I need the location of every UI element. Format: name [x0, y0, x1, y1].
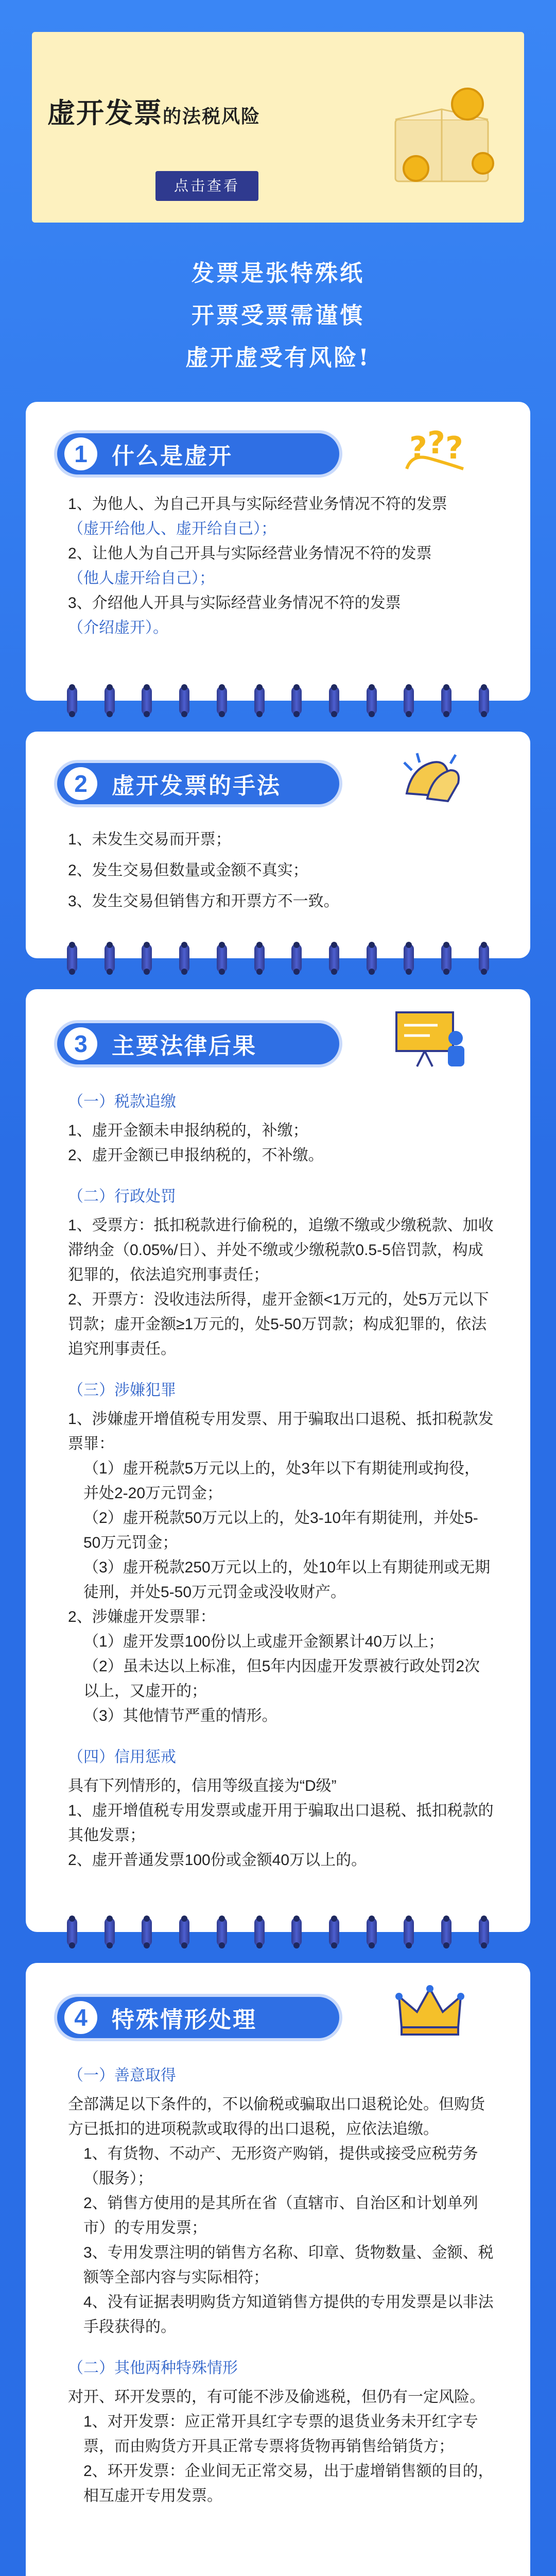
- slogan-line: 开票受票需谨慎: [192, 302, 364, 329]
- slogan-line: 虚开虚受有风险!: [185, 345, 371, 371]
- section-special-cases: [26, 1963, 530, 2576]
- section-methods: [26, 732, 530, 958]
- section-number: 4: [64, 2001, 97, 2034]
- section-title: 主要法律后果: [112, 1033, 257, 1059]
- section-what-is: [26, 402, 530, 701]
- section-header: [54, 760, 342, 807]
- subsection-heading: （三）涉嫌犯罪: [68, 1382, 176, 1399]
- view-button[interactable]: 点击查看: [155, 171, 258, 201]
- body-note: （虚开给他人、虚开给自己）；: [68, 520, 276, 537]
- section-legal-consequences: [26, 989, 530, 1932]
- body-line: 1、有货物、不动产、无形资产购销，提供或接受应税劳务（服务）；: [83, 2145, 478, 2187]
- body-line: 2、虚开金额已申报纳税的，不补缴。: [68, 1147, 324, 1164]
- body-line: （3）其他情节严重的情形。: [83, 1707, 277, 1724]
- binder-rings: [67, 1918, 489, 1948]
- body-line: （3）虚开税款250万元以上的，处10年以上有期徒刑或无期徒刑，并处5-50万元罚金或没收财产。: [83, 1559, 491, 1601]
- body-line: 2、开票方：没收违法所得，虚开金额<1万元的，处5万元以下罚款；虚开金额≥1万元的，处5-50万罚款；构成犯罪的，依法追究刑事责任。: [68, 1291, 489, 1358]
- section-header: [54, 1020, 342, 1067]
- section-body: [68, 492, 495, 640]
- section-body: [68, 2058, 495, 2509]
- body-line: 2、虚开普通发票100份或金额40万以上的。: [68, 1852, 367, 1869]
- body-line: （1）虚开税款5万元以上的，处3年以下有期徒刑或拘役，并处2-20万元罚金；: [83, 1460, 480, 1502]
- binder-rings: [67, 944, 489, 975]
- body-line: 1、受票方：抵扣税款进行偷税的，追缴不缴或少缴税款、加收滞纳金（0.05%/日）、并处不缴或少缴税款0.5-5倍罚款，构成犯罪的，依法追究刑事责任；: [68, 1217, 494, 1283]
- svg-text:?: ?: [445, 430, 463, 466]
- page-title: 虚开发票的法税风险: [47, 97, 261, 129]
- body-line: 1、未发生交易而开票；: [68, 831, 231, 848]
- section-header: [54, 1994, 342, 2041]
- body-line: 1、虚开金额未申报纳税的，补缴；: [68, 1122, 308, 1139]
- slogan-group: [0, 252, 556, 379]
- body-line: 2、销售方使用的是其所在省（直辖市、自治区和计划单列市）的专用发票；: [83, 2195, 478, 2236]
- section-title: 虚开发票的手法: [112, 773, 281, 799]
- body-line: 1、为他人、为自己开具与实际经营业务情况不符的发票: [68, 496, 447, 513]
- subsection-heading: （一）善意取得: [68, 2067, 176, 2084]
- question-marks-icon: [402, 422, 468, 479]
- body-line: （2）虚开税款50万元以上的，处3-10年有期徒刑，并处5-50万元罚金；: [83, 1510, 478, 1551]
- body-note: （介绍虚开）。: [68, 619, 168, 636]
- body-line: 2、让他人为自己开具与实际经营业务情况不符的发票: [68, 545, 432, 562]
- body-line: （2）虽未达以上标准，但5年内因虚开发票被行政处罚2次以上，又虚开的；: [83, 1658, 480, 1700]
- page-subtitle: 的法税风险: [163, 106, 261, 127]
- section-body: [68, 1084, 495, 1873]
- body-line: 1、对开发票：应正常开具红字专票的退货业务未开红字专票，而由购货方开具正常专票将货物再销售给销货方；: [83, 2413, 478, 2455]
- body-line: 对开、环开发票的，有可能不涉及偷逃税，但仍有一定风险。: [68, 2388, 485, 2405]
- section-title: 特殊情形处理: [112, 2007, 257, 2033]
- binder-rings: [67, 686, 489, 717]
- body-line: 1、涉嫌虚开增值税专用发票、用于骗取出口退税、抵扣税款发票罪：: [68, 1411, 494, 1452]
- subsection-heading: （四）信用惩戒: [68, 1749, 176, 1766]
- clapping-hands-icon: [396, 747, 468, 809]
- book-coins-icon: [385, 78, 503, 197]
- body-line: 全部满足以下条件的，不以偷税或骗取出口退税论处。但购货方已抵扣的进项税款或取得的出口退税，应依法追缴。: [68, 2096, 485, 2138]
- svg-text:?: ?: [427, 425, 445, 461]
- subsection-heading: （二）其他两种特殊情形: [68, 2360, 238, 2377]
- body-line: 1、虚开增值税专用发票或虚开用于骗取出口退税、抵扣税款的其他发票；: [68, 1802, 494, 1844]
- body-line: 2、涉嫌虚开发票罪：: [68, 1608, 216, 1625]
- slogan-line: 发票是张特殊纸: [192, 260, 364, 286]
- subsection-heading: （二）行政处罚: [68, 1188, 176, 1205]
- section-number: 3: [64, 1027, 97, 1060]
- body-line: 具有下列情形的，信用等级直接为“D级”: [68, 1777, 337, 1794]
- body-line: 3、专用发票注明的销售方名称、印章、货物数量、金额、税额等全部内容与实际相符；: [83, 2244, 494, 2286]
- subsection-heading: （一）税款追缴: [68, 1093, 176, 1110]
- body-line: 2、环开发票：企业间无正常交易，出于虚增销售额的目的，相互虚开专用发票。: [83, 2463, 494, 2504]
- section-body: [68, 824, 495, 917]
- body-note: （他人虚开给自己）；: [68, 570, 215, 587]
- body-line: 2、发生交易但数量或金额不真实；: [68, 862, 308, 879]
- section-header: [54, 430, 342, 478]
- section-number: 1: [64, 437, 97, 470]
- body-line: 3、发生交易但销售方和开票方不一致。: [68, 893, 339, 910]
- presentation-board-icon: [391, 1002, 468, 1069]
- body-line: 4、没有证据表明购货方知道销售方提供的专用发票是以非法手段获得的。: [83, 2294, 494, 2335]
- section-title: 什么是虚开: [112, 443, 233, 469]
- header-banner: [32, 32, 524, 223]
- body-line: 3、介绍他人开具与实际经营业务情况不符的发票: [68, 595, 401, 612]
- svg-text:?: ?: [409, 430, 427, 466]
- body-line: （1）虚开发票100份以上或虚开金额累计40万以上；: [83, 1633, 444, 1650]
- section-number: 2: [64, 767, 97, 800]
- crown-icon: [391, 1978, 468, 2040]
